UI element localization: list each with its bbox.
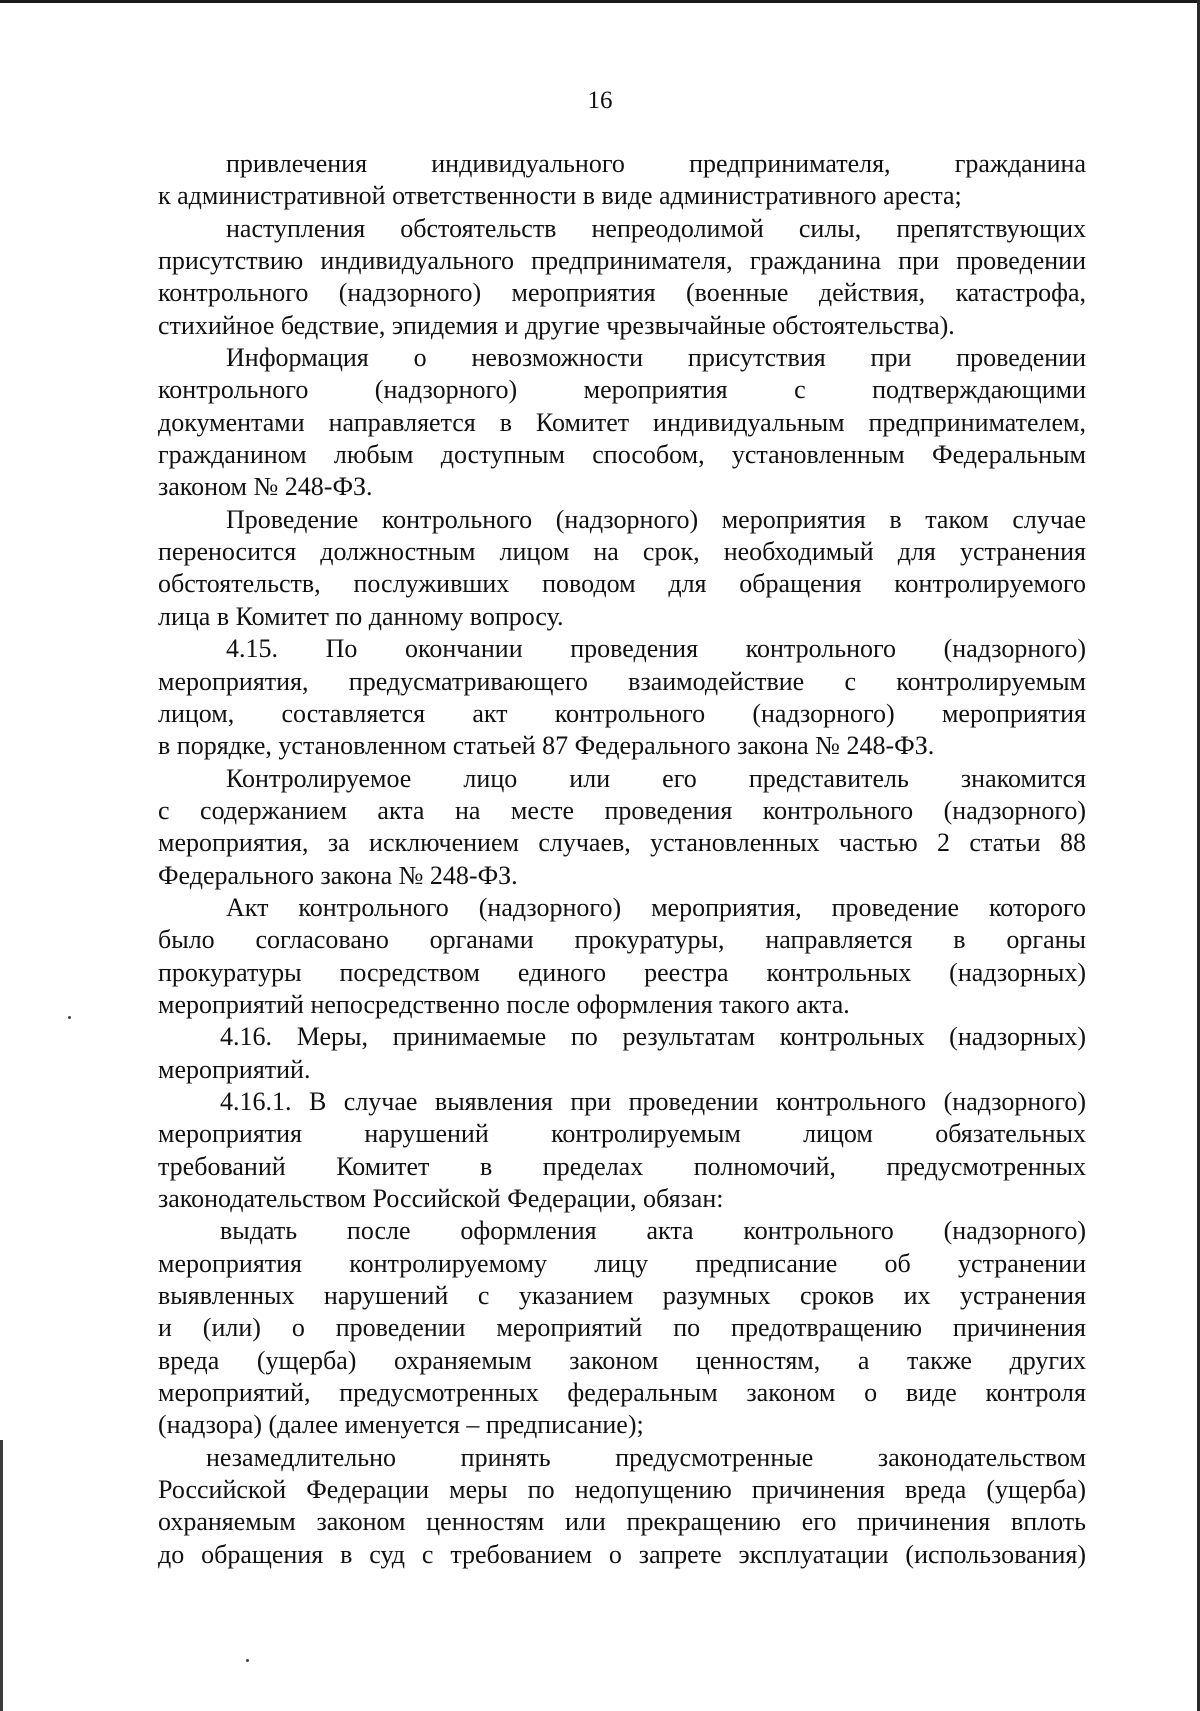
text-line: гражданином любым доступным способом, установленным Федеральным — [158, 440, 1086, 470]
text-line: мероприятий, предусмотренных федеральным законом о виде контроля — [158, 1378, 1086, 1408]
scan-border-left — [0, 1440, 3, 1711]
text-line: лицом, составляется акт контрольного (надзорного) мероприятия — [158, 698, 1086, 728]
text-line: Акт контрольного (надзорного) мероприятия, проведение которого — [226, 892, 1086, 922]
text-line: лица в Комитет по данному вопросу. — [158, 601, 564, 631]
scan-speck — [68, 1016, 71, 1019]
text-line: требований Комитет в пределах полномочий, предусмотренных — [158, 1151, 1086, 1181]
text-line: вреда (ущерба) охраняемым законом ценностям, а также других — [158, 1345, 1086, 1375]
text-line: и (или) о проведении мероприятий по предотвращению причинения — [158, 1313, 1086, 1343]
text-line: 4.15. По окончании проведения контрольного (надзорного) — [226, 634, 1086, 664]
document-body — [158, 148, 1086, 1571]
text-line: 4.16.1. В случае выявления при проведении контрольного (надзорного) — [220, 1086, 1086, 1116]
text-line: мероприятия нарушений контролируемым лицом обязательных — [158, 1119, 1086, 1149]
text-line: мероприятия, за исключением случаев, установленных частью 2 статьи 88 — [158, 828, 1086, 858]
text-line: было согласовано органами прокуратуры, направляется в органы — [158, 925, 1086, 955]
page-number: 16 — [587, 87, 613, 114]
text-line: документами направляется в Комитет индивидуальным предпринимателем, — [158, 407, 1086, 437]
text-line: мероприятий непосредственно после оформления такого акта. — [158, 989, 850, 1019]
text-line: в порядке, установленном статьей 87 Федерального закона № 248-ФЗ. — [158, 731, 935, 761]
text-line: обстоятельств, послуживших поводом для обращения контролируемого — [158, 569, 1086, 599]
text-line: наступления обстоятельств непреодолимой силы, препятствующих — [226, 213, 1086, 243]
text-line: Контролируемое лицо или его представитель знакомится — [226, 763, 1086, 793]
text-line: 4.16. Меры, принимаемые по результатам контрольных (надзорных) — [220, 1022, 1086, 1052]
text-line: выявленных нарушений с указанием разумных сроков их устранения — [158, 1281, 1086, 1311]
text-line: мероприятия, предусматривающего взаимодействие с контролируемым — [158, 666, 1086, 696]
text-line: мероприятий. — [158, 1054, 311, 1084]
text-line: к административной ответственности в виде административного ареста; — [158, 181, 962, 211]
text-line: (надзора) (далее именуется – предписание); — [158, 1410, 644, 1440]
text-line: до обращения в суд с требованием о запрете эксплуатации (использования) — [158, 1539, 1086, 1569]
text-line: с содержанием акта на месте проведения контрольного (надзорного) — [158, 795, 1086, 825]
text-line: Проведение контрольного (надзорного) мероприятия в таком случае — [226, 504, 1086, 534]
text-line: Информация о невозможности присутствия при проведении — [226, 343, 1086, 373]
text-line: контрольного (надзорного) мероприятия с подтверждающими — [158, 375, 1086, 405]
text-line: стихийное бедствие, эпидемия и другие чрезвычайные обстоятельства). — [158, 310, 955, 340]
text-line: охраняемым законом ценностям или прекращению его причинения вплоть — [158, 1507, 1086, 1537]
text-line: контрольного (надзорного) мероприятия (военные действия, катастрофа, — [158, 278, 1086, 308]
scan-border-top — [0, 0, 1200, 3]
text-line: незамедлительно принять предусмотренные законодательством — [206, 1442, 1086, 1472]
text-line: Федерального закона № 248-ФЗ. — [158, 860, 518, 890]
text-line: прокуратуры посредством единого реестра контрольных (надзорных) — [158, 957, 1086, 987]
text-line: Российской Федерации меры по недопущению причинения вреда (ущерба) — [158, 1475, 1086, 1505]
text-line: присутствию индивидуального предпринимателя, гражданина при проведении — [158, 246, 1086, 276]
scan-speck — [246, 1659, 249, 1662]
text-line: переносится должностным лицом на срок, необходимый для устранения — [158, 537, 1086, 567]
text-line: выдать после оформления акта контрольного (надзорного) — [220, 1216, 1086, 1246]
text-line: законом № 248-ФЗ. — [158, 472, 373, 502]
text-line: законодательством Российской Федерации, обязан: — [158, 1184, 724, 1213]
text-line: мероприятия контролируемому лицу предписание об устранении — [158, 1248, 1086, 1278]
text-line: привлечения индивидуального предпринимателя, гражданина — [226, 149, 1086, 178]
